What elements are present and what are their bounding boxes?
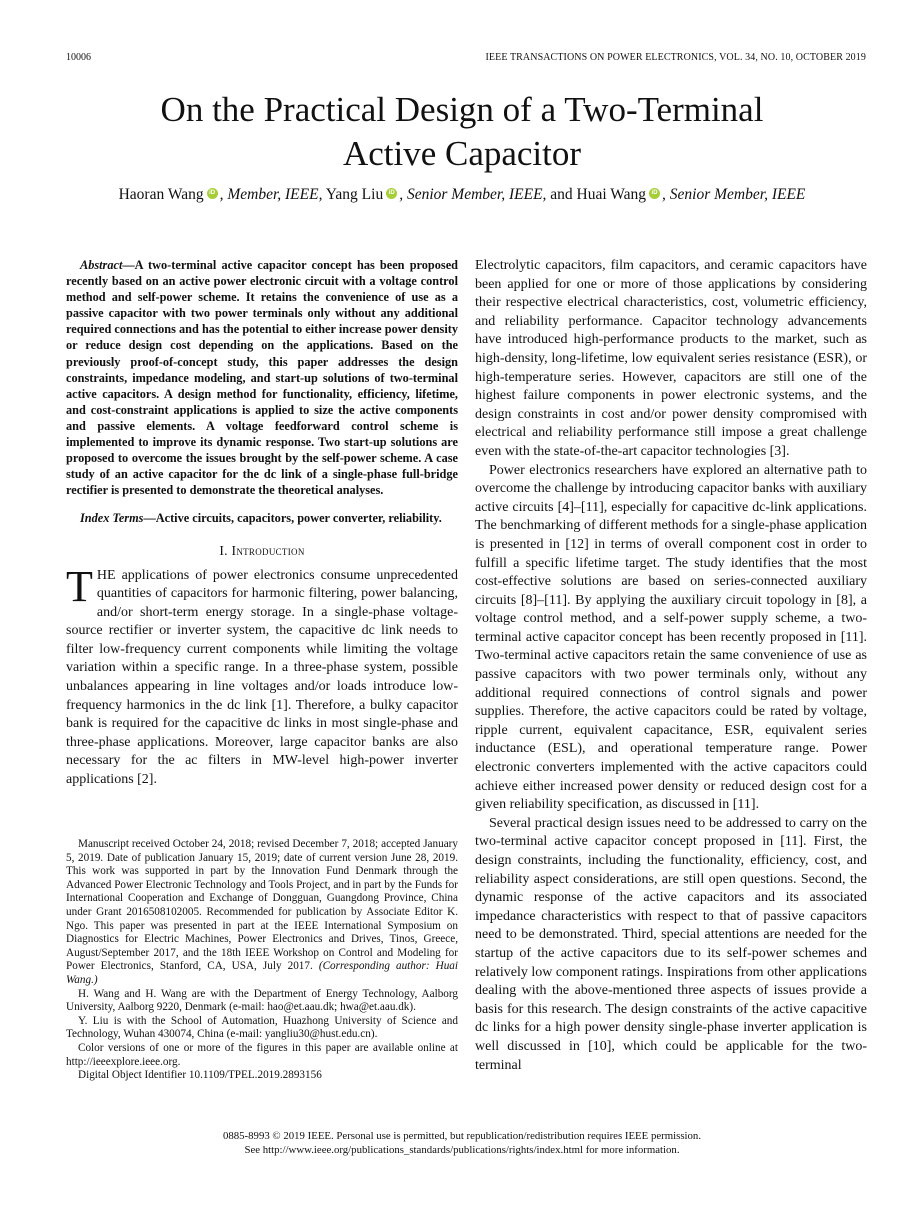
author-list [0,186,924,204]
journal-header: IEEE TRANSACTIONS ON POWER ELECTRONICS, VOL. 34, NO. 10, OCTOBER 2019 [485,52,866,63]
intro-paragraph-1-continued: Electrolytic capacitors, film capacitors, and ceramic capacitors have been applied for one or more of those applications by considering their respective electrical characteristics, cost, volumetric efficiency, and reliability performance. Capacitor technology advancements have introduced high-performance products to the market, such as high-density, long-lifetime, low equivalent series resistance (ESR), or high-temperature series. However, capacitors are still one of the highest failure components in power electronic systems, and the design constraints in cost and/or power density compromised with electrical and reliability performance still impose a great challenge even with the state-of-the-art capacitor technologies [3]. [475,258,867,459]
right-column [475,257,867,1075]
index-terms-label: Index Terms [80,511,144,526]
footnote-affiliation-aau: H. Wang and H. Wang are with the Department of Energy Technology, Aalborg University, Aalborg 9220, Denmark (e-mail: hao@et.aau.dk; hwa@et.aau.dk). [66,987,458,1014]
author-1-role: , Member, IEEE, [219,186,323,203]
rights-url-line: See http://www.ieee.org/publications_standards/publications/rights/index.html for more information. [244,1143,680,1156]
left-column [66,257,458,790]
footnote-doi: Digital Object Identifier 10.1109/TPEL.2019.2893156 [78,1069,322,1082]
section-heading-introduction [66,543,458,559]
intro-paragraph-3: Several practical design issues need to be addressed to carry on the two-terminal active capacitor concept proposed in [11]. First, the design constraints, including the functionality, efficiency, cost, and reliability aspect considerations, are still open questions. Second, the dynamic response of the active capacitors and its associated impedance characteristics with respect to that of passive capacitors need to be demonstrated. Third, special attentions are needed for the startup of the active capacitors due to its self-power schemes and relatively low component ratings. Inspirations from other applications dealing with the above-mentioned three aspects of issues provide a basis for this research. The design constraints of the active capacitive dc links for a high power density single-phase inverter application is well discussed in [10], which could be applicable for the two-terminal [475,815,867,1073]
footnote-manuscript [66,838,458,988]
section-number: I. [219,542,232,558]
footnote-color-versions: Color versions of one or more of the figures in this paper are available online at http://ieeexplore.ieee.org. [66,1041,458,1068]
author-3-role: , Senior Member, IEEE [662,186,806,203]
intro-paragraph-2: Power electronics researchers have explored an alternative path to overcome the challenge by introducing capacitor banks with auxiliary active circuits [4]–[11], especially for capacitive dc-link applications. The benchmarking of different methods for a single-phase application is presented in [12] in terms of overall component cost in order to fulfill a specific lifetime target. The study identifies that the most cost-effective solutions are based on series-connected auxiliary circuits [8]–[11]. By applying the auxiliary circuit topology in [8], a voltage control method, and a self-power supply scheme, a two-terminal active capacitor concept has been recently proposed in [11]. Two-terminal active capacitors retain the same convenience of use as passive capacitors with two power terminals only, without any additional required connections of control signals and power supplies. Therefore, the active capacitors could be rated by voltage, ripple current, equivalent capacitance, ESR, equivalent series inductance (ESL), and operational temperature range. Power electronic converters implemented with the active capacitors could achieve either increased power density or reduced design cost for a given reliability specification, as discussed in [11]. [475,462,867,813]
abstract-label: Abstract [80,258,123,272]
author-1-name: Haoran Wang [118,186,204,203]
corresponding-author: (Corresponding author: Huai Wang.) [66,960,458,986]
page-number: 10006 [66,52,91,63]
orcid-icon[interactable]: iD [207,188,218,199]
copyright-line: 0885-8993 © 2019 IEEE. Personal use is permitted, but republication/redistribution requires IEEE permission. [222,1130,702,1142]
footnotes [66,838,458,1083]
paper-title [0,88,924,176]
abstract-text: —A two-terminal active capacitor concept has been proposed recently based on an active power electronic circuit with a voltage control method and self-power scheme. It retains the convenience of use as a passive capacitor with two power terminals only without any additional required connections and has the potential to either increase power density or reduce design cost depending on the applications. Based on the previously proof-of-concept study, this paper addresses the design constraints, impedance modeling, and start-up solutions of two-terminal active capacitors. A design method for functionality, efficiency, lifetime, and cost-constraint applications is applied to size the active components and passive elements. A voltage feedforward control scheme is implemented to improve its dynamic response. Two start-up solutions are proposed to overcome the issues brought by the self-power scheme. A case study of an active capacitor for the dc link of a single-phase full-bridge rectifier is presented to demonstrate the theoretical analyses. [66,258,458,498]
author-2-name: Yang Liu [322,186,384,203]
footnote-affiliation-hust: Y. Liu is with the School of Automation, Huazhong University of Science and Technology, Wuhan 430074, China (e-mail: yangliu30@hust.edu.cn). [66,1014,458,1041]
index-terms [66,510,458,526]
section-title: Introduction [231,542,305,558]
index-terms-text: —Active circuits, capacitors, power converter, reliability. [143,511,442,526]
intro-paragraph-1 [66,561,458,790]
orcid-icon[interactable]: iD [386,188,397,199]
copyright-footer [0,1130,924,1157]
author-2-role: , Senior Member, IEEE, [399,186,547,203]
title-line-2: Active Capacitor [342,134,582,173]
drop-cap: T [66,561,93,611]
footnote-manuscript-text: Manuscript received October 24, 2018; revised December 7, 2018; accepted January 5, 2019. Date of publication January 15, 2019; date of current version June 28, 2019. This work was supported in part by the Innovation Fund Denmark through the Advanced Power Electronic Technology and Tools Project, and in part by the Funds for International Cooperation and Exchange of Dongguan, Guangdong Province, China under Grant 2016508102005. Recommended for publication by Associate Editor K. Ngo. This paper was presented in part at the IEEE International Symposium on Diagnostics for Electric Machines, Power Electronics and Drives, Tinos, Greece, August/September 2017, and the 18th IEEE Workshop on Control and Modeling for Power Electronics, Stanford, CA, USA, July 2017. [66,838,458,973]
author-3-name: and Huai Wang [546,186,647,203]
abstract [66,257,458,498]
intro-paragraph-1-text: HE applications of power electronics consume unprecedented quantities of capacitors for harmonic filtering, power balancing, and/or short-term energy storage. In a single-phase voltage-source rectifier or inverter system, the capacitive dc link needs to filter low-frequency current components while limiting the voltage variation within a specific range. In a three-phase system, possible unbalances appearing in line voltages and/or loads introduce low-frequency harmonics in the dc link [1]. Therefore, a bulky capacitor bank is required for the capacitive dc links in most single-phase and three-phase applications. Moreover, large capacitor banks are also necessary for the ac filters in MW-level high-power inverter applications [2]. [66,567,458,788]
title-line-1: On the Practical Design of a Two-Terminal [160,90,764,129]
orcid-icon[interactable]: iD [649,188,660,199]
